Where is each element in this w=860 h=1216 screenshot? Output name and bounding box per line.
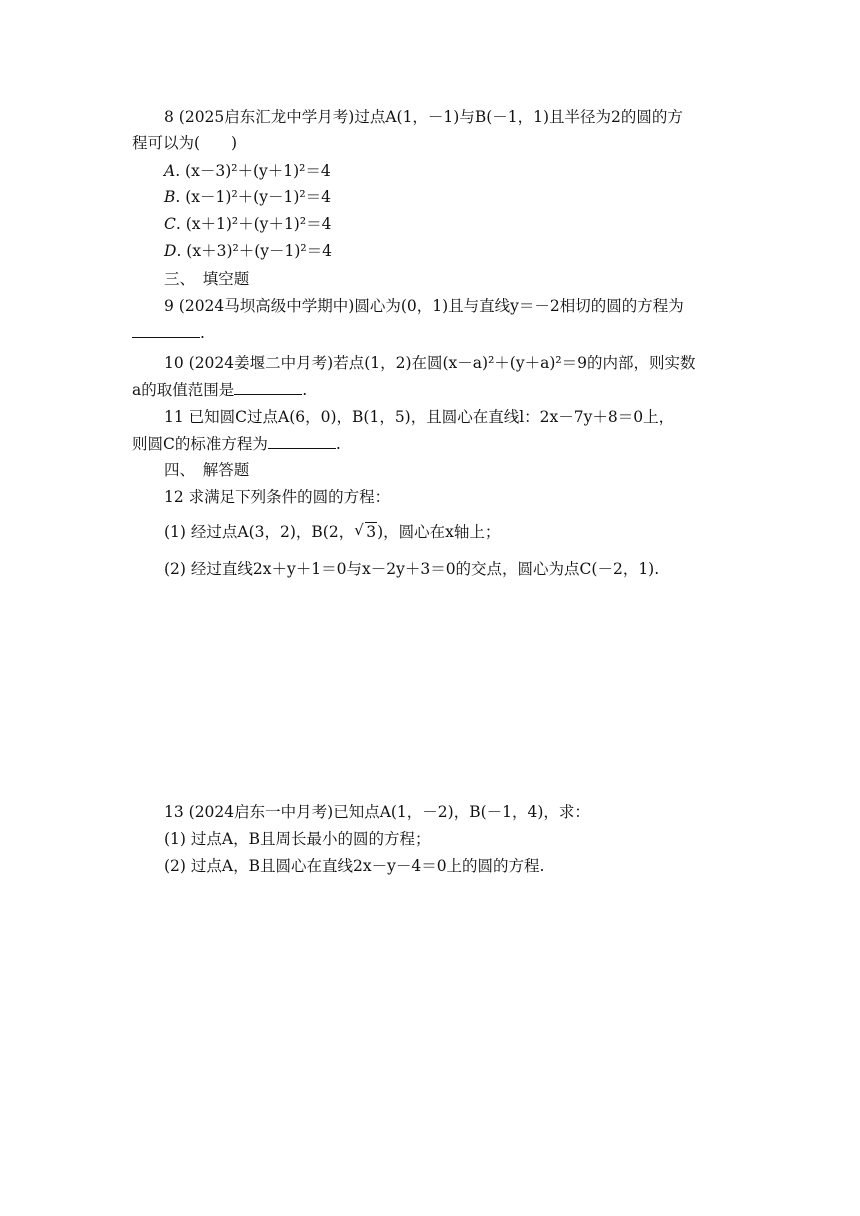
q11-line2	[132, 433, 341, 455]
option-letter: C	[164, 215, 176, 233]
option-letter: D	[164, 242, 177, 260]
section-heading-solve: 四、 解答题	[164, 461, 250, 479]
sqrt-symbol	[354, 521, 377, 543]
q9-line2	[132, 322, 205, 344]
option-letter: B	[164, 188, 176, 206]
q10-line2	[132, 379, 307, 401]
q11-period: .	[335, 435, 341, 453]
q9-line1: 9 (2024马坝高级中学期中)圆心为(0，1)且与直线y＝－2相切的圆的方程为	[164, 297, 684, 315]
q8-option-c	[164, 213, 331, 235]
option-text: . (x－1)²＋(y－1)²＝4	[175, 188, 331, 206]
q8-option-a	[164, 160, 331, 182]
section-heading-fill-in: 三、 填空题	[164, 270, 250, 288]
q11-line2-text: 则圆C的标准方程为	[132, 435, 268, 453]
q12-intro: 12 求满足下列条件的圆的方程：	[164, 488, 391, 506]
option-text: . (x＋3)²＋(y－1)²＝4	[176, 242, 332, 260]
option-letter: A	[164, 162, 176, 180]
q10-line1: 10 (2024姜堰二中月考)若点(1，2)在圆(x－a)²＋(y＋a)²＝9的内部，则实数	[164, 354, 696, 372]
q8-line1: 8 (2025启东汇龙中学月考)过点A(1，－1)与B(－1，1)且半径为2的圆的方	[164, 108, 683, 126]
q13-part1: (1) 过点A，B且周长最小的圆的方程；	[164, 830, 431, 848]
option-text: . (x＋1)²＋(y＋1)²＝4	[175, 215, 332, 233]
sqrt-radicand: 3	[366, 523, 377, 541]
q13-intro: 13 (2024启东一中月考)已知点A(1，－2)，B(－1，4)，求：	[164, 803, 590, 821]
q13-part2: (2) 过点A，B且圆心在直线2x－y－4＝0上的圆的方程.	[164, 857, 545, 875]
q10-period: .	[302, 381, 308, 399]
answer-blank[interactable]	[132, 323, 200, 338]
q12-part1-start: (1) 经过点A(3，2)，B(2，	[164, 523, 355, 541]
q12-part1	[164, 521, 500, 543]
option-text: . (x－3)²＋(y＋1)²＝4	[175, 162, 331, 180]
answer-blank[interactable]	[234, 380, 302, 395]
q8-option-d	[164, 240, 332, 262]
q12-part2: (2) 经过直线2x＋y＋1＝0与x－2y＋3＝0的交点，圆心为点C(－2，1).	[164, 560, 660, 578]
answer-blank[interactable]	[268, 434, 336, 449]
q12-part1-end: )，圆心在x轴上；	[377, 523, 501, 541]
q11-line1: 11 已知圆C过点A(6，0)，B(1，5)，且圆心在直线l：2x－7y＋8＝0上，	[164, 408, 675, 426]
q9-period: .	[200, 324, 205, 342]
q8-option-b	[164, 186, 331, 208]
q8-line2: 程可以为( )	[132, 134, 238, 152]
q10-line2-text: a的取值范围是	[132, 381, 235, 399]
